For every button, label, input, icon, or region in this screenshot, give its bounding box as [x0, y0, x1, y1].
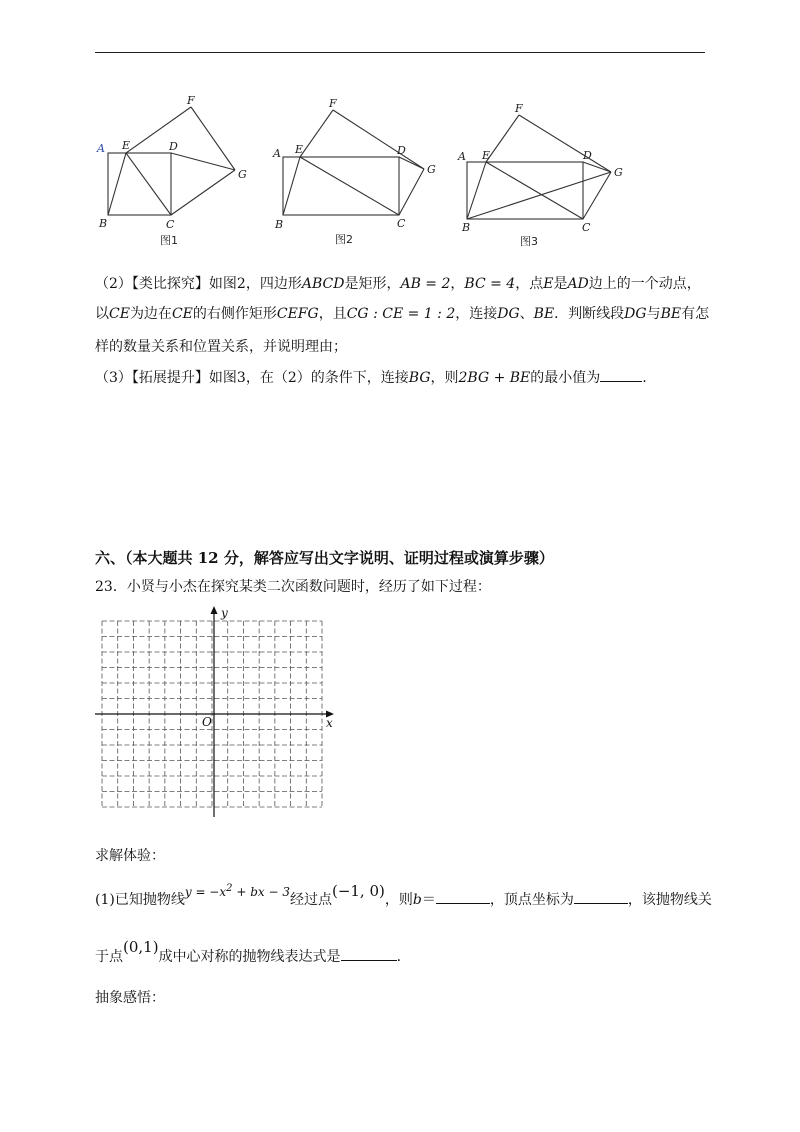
q23-part1-cont: 于点(0,1)成中心对称的抛物线表达式是 . — [95, 938, 402, 965]
label-solve: 求解体验： — [95, 848, 165, 864]
fig1-label-c: C — [166, 218, 175, 231]
fig1-label-e: E — [122, 139, 131, 152]
fig3-label-b: B — [462, 221, 471, 234]
fig1-caption: 图1 — [160, 234, 178, 247]
q2-ab-eq: AB = 2 — [400, 276, 451, 292]
origin-label: O — [202, 715, 212, 729]
fig3-label-f: F — [515, 102, 523, 115]
q2-ratio: CG : CE = 1 : 2 — [346, 306, 456, 322]
section-heading: 六、（本大题共 12 分，解答应写出文字说明、证明过程或演算步骤） — [95, 549, 554, 567]
x-axis-label: x — [326, 716, 333, 730]
symmetric-expr-blank[interactable] — [341, 946, 397, 961]
q2-line-3: 样的数量关系和位置关系，并说明理由； — [95, 339, 347, 355]
fig1-label-b: B — [99, 217, 108, 230]
fig2-label-b: B — [275, 218, 284, 231]
q2-abcd: ABCD — [301, 276, 345, 292]
q23-intro: 23．小贤与小杰在探究某类二次函数问题时，经历了如下过程： — [95, 579, 491, 595]
fig2-label-g: G — [427, 163, 436, 176]
parabola-function: $y = -x^2$ + bx − 3 — [184, 883, 290, 899]
q3-expr: 2BG + BE — [458, 370, 531, 386]
fig3-label-c: C — [582, 221, 591, 234]
figure-3-lines — [467, 115, 611, 219]
fig1-label-d: D — [169, 140, 178, 153]
fig2-label-a: A — [273, 147, 281, 160]
point-0-1: (0,1) — [123, 938, 159, 956]
coordinate-grid — [0, 600, 800, 825]
b-answer-blank[interactable] — [436, 889, 490, 904]
fig2-caption: 图2 — [335, 233, 353, 246]
fig3-caption: 图3 — [520, 235, 538, 248]
fig3-label-e: E — [482, 149, 491, 162]
figure-1-lines — [108, 107, 235, 215]
y-axis-label: y — [221, 606, 228, 620]
q2-line-1: （2）【类比探究】如图2，四边形ABCD是矩形，AB = 2，BC = 4，点E是AD边上的一个动点， — [95, 276, 701, 292]
geometry-figures — [0, 0, 800, 260]
point-minus1-0: (−1, 0) — [331, 882, 385, 900]
y-axis-arrow-icon — [211, 606, 218, 614]
fig1-label-f: F — [187, 94, 195, 107]
fig2-label-c: C — [397, 217, 406, 230]
fig2-label-d: D — [397, 144, 406, 157]
q2-line-2: 以CE为边在CE的右侧作矩形CEFG，且CG : CE = 1 : 2，连接DG、BE．判断线段DG与BE有怎 — [95, 306, 710, 322]
fig1-label-a: A — [97, 142, 105, 155]
fig3-label-a: A — [458, 150, 466, 163]
q2-bc-eq: BC = 4 — [464, 276, 516, 292]
label-abstract: 抽象感悟： — [95, 990, 165, 1006]
q3-answer-blank[interactable] — [600, 367, 642, 382]
fig1-label-g: G — [238, 168, 247, 181]
vertex-answer-blank[interactable] — [574, 889, 628, 904]
fig3-label-d: D — [583, 149, 592, 162]
q3-line: （3）【拓展提升】如图3，在（2）的条件下，连接BG，则2BG + BE的最小值为 . — [95, 367, 715, 388]
fig3-label-g: G — [614, 166, 623, 179]
fig2-label-f: F — [329, 97, 337, 110]
figure-2-lines — [283, 110, 424, 215]
fig2-label-e: E — [295, 143, 304, 156]
q23-part1: (1)已知抛物线$y = -x^2$ + bx − 3经过点(−1, 0)，则b＝ ，顶点坐标为 ，该抛物线关 — [95, 882, 712, 908]
